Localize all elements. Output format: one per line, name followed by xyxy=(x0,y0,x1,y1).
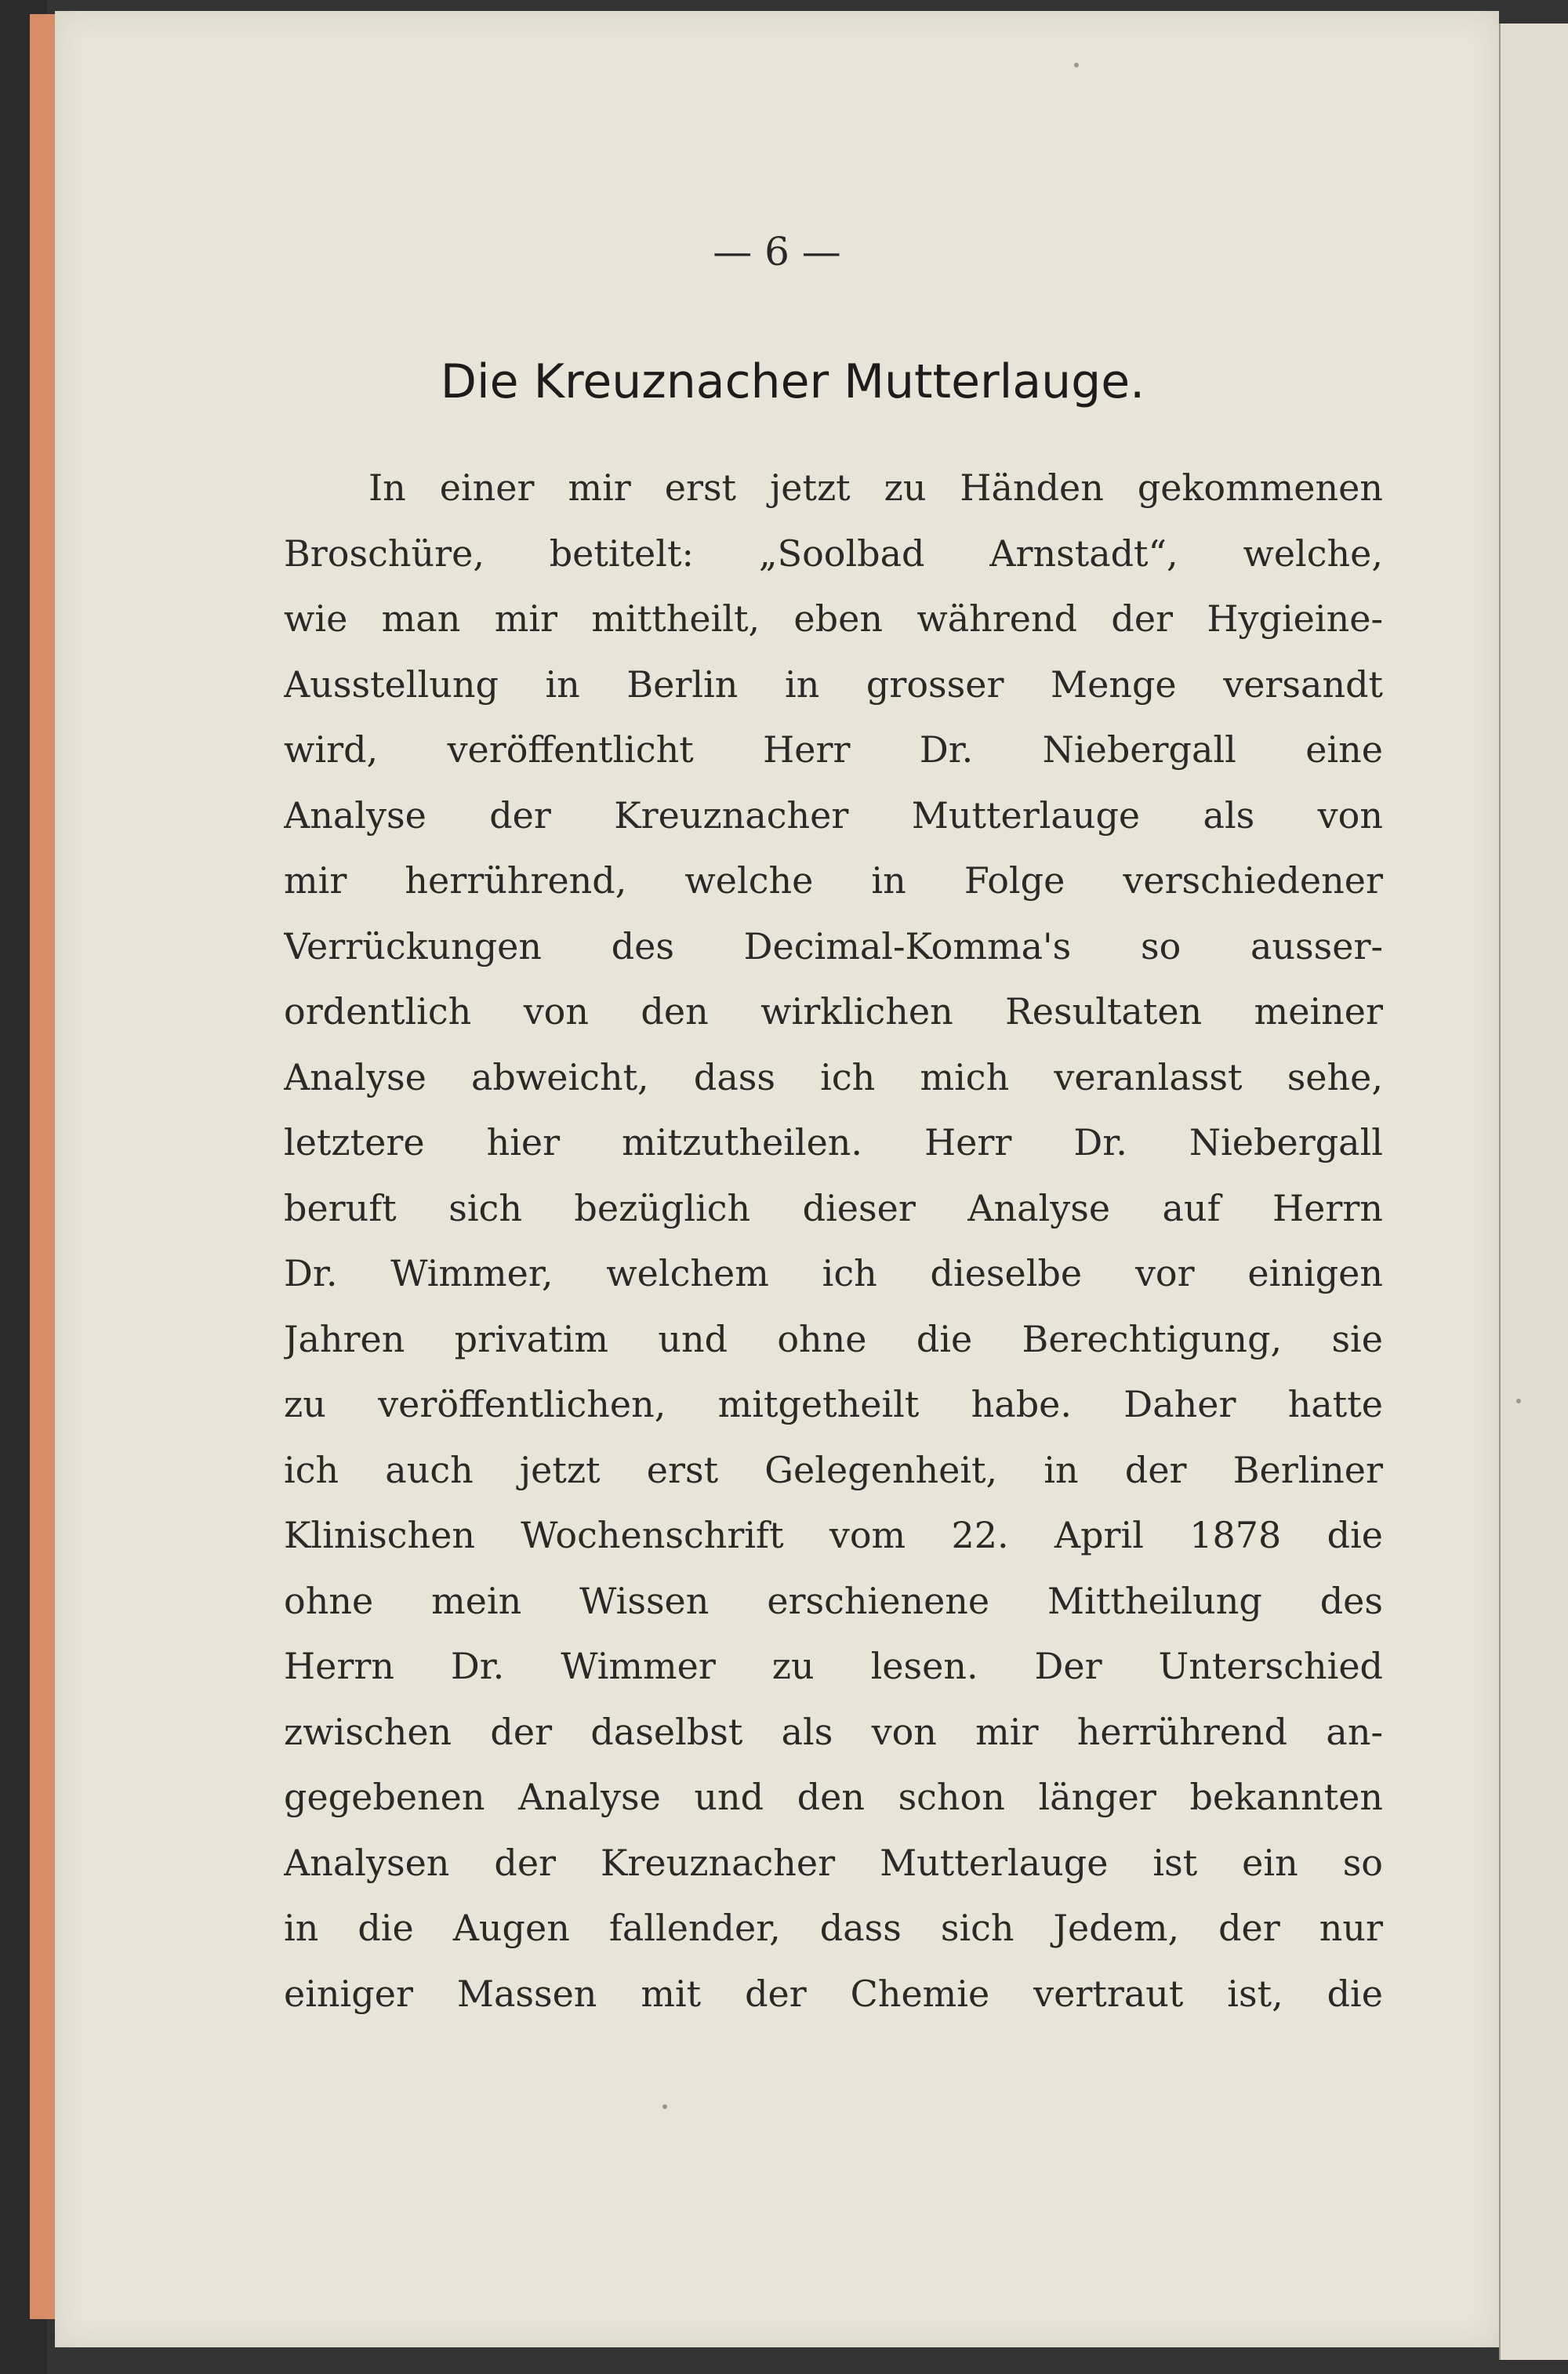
body-paragraph xyxy=(284,456,1383,2027)
text-line: wird, veröffentlicht Herr Dr. Niebergall eine xyxy=(284,728,1383,771)
text-line: Ausstellung in Berlin in grosser Menge versandt xyxy=(284,662,1383,706)
paper-speck xyxy=(662,2104,667,2109)
text-line: gegebenen Analyse und den schon länger bekannten xyxy=(284,1776,1383,1818)
text-line: wie man mir mittheilt, eben während der Hygieine- xyxy=(284,597,1383,640)
text-line: in die Augen fallender, dass sich Jedem, der nur xyxy=(284,1907,1383,1949)
text-line: Herrn Dr. Wimmer zu lesen. Der Unterschied xyxy=(284,1645,1383,1687)
text-line: In einer mir erst jetzt zu Händen gekommenen xyxy=(368,466,1383,509)
next-page-edge xyxy=(1499,24,1568,2360)
text-line: zwischen der daselbst als von mir herrührend an- xyxy=(284,1710,1383,1753)
text-line: Jahren privatim und ohne die Berechtigung, sie xyxy=(284,1317,1383,1360)
text-line: ordentlich von den wirklichen Resultaten meiner xyxy=(284,990,1383,1033)
text-line: mir herrührend, welche in Folge verschiedener xyxy=(284,859,1383,902)
text-line: Analyse der Kreuznacher Mutterlauge als von xyxy=(284,793,1383,837)
text-line: einiger Massen mit der Chemie vertraut ist, die xyxy=(284,1972,1383,2015)
paper-speck xyxy=(1516,1399,1521,1403)
paper-speck xyxy=(1074,63,1079,67)
page-number: — 6 — xyxy=(713,229,841,274)
text-line: Verrückungen des Decimal-Komma's so ausser- xyxy=(284,924,1383,967)
text-line: ich auch jetzt erst Gelegenheit, in der Berliner xyxy=(284,1448,1383,1491)
text-line: ohne mein Wissen erschienene Mittheilung des xyxy=(284,1579,1383,1622)
section-heading: Die Kreuznacher Mutterlauge. xyxy=(440,354,1145,409)
text-line: letztere hier mitzutheilen. Herr Dr. Niebergall xyxy=(284,1121,1383,1163)
text-line: Broschüre, betitelt: „Soolbad Arnstadt“, welche, xyxy=(284,532,1383,575)
text-line: Dr. Wimmer, welchem ich dieselbe vor einigen xyxy=(284,1252,1383,1294)
book-page xyxy=(55,11,1499,2347)
text-line: Klinischen Wochenschrift vom 22. April 1878 die xyxy=(284,1514,1383,1556)
book-cover-edge xyxy=(30,14,56,2319)
text-line: beruft sich bezüglich dieser Analyse auf Herrn xyxy=(284,1186,1383,1229)
text-line: zu veröffentlichen, mitgetheilt habe. Daher hatte xyxy=(284,1383,1383,1425)
text-line: Analysen der Kreuznacher Mutterlauge ist ein so xyxy=(284,1841,1383,1884)
text-line: Analyse abweicht, dass ich mich veranlasst sehe, xyxy=(284,1055,1383,1098)
